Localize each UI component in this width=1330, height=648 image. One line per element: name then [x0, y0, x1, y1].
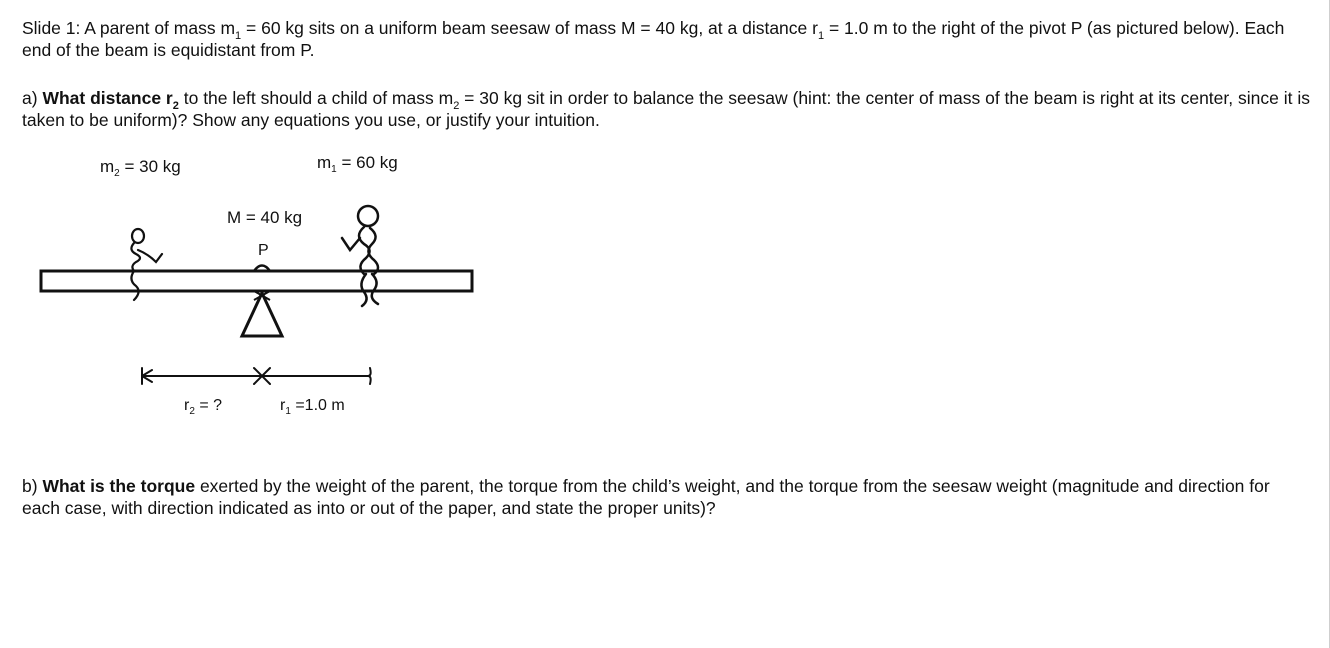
fulcrum-triangle: [242, 293, 282, 336]
parent-mass-label: $m_1 = 60$ kg: [317, 153, 398, 175]
beam-mass-label: M = 40 kg: [227, 208, 303, 227]
child-mass-label: $m_2 = 30$ kg: [100, 157, 181, 179]
pivot-label: P: [258, 242, 269, 259]
seesaw-diagram: [30, 150, 490, 430]
seesaw-beam: [41, 271, 472, 291]
distance-arrows: [142, 368, 371, 384]
problem-intro: Slide 1: A parent of mass $m_1 = 60$ kg sits on a uniform beam seesaw of mass M = 40 kg, at a distance $r_1 = 1.0$ m to the right of the pivot P (as pictured below). Each end of the beam is equidistant from P.: [22, 18, 1285, 60]
question-b: b) What is the torque exerted by the weight of the parent, the torque from the child’s weight, and the torque from the seesaw weight (magnitude and direction for each case, with direction indicated as into or out of the paper, and state the proper units)?: [22, 476, 1270, 518]
question-a: a) What distance $r_2$ to the left should a child of mass $m_2 = 30$ kg sit in order to balance the seesaw (hint: the center of mass of the beam is right at its center, since it is taken to be uniform)? Show any equations you use, or justify your intuition.: [22, 88, 1310, 130]
r1-label: $r_1 =1.0$ m: [280, 397, 345, 417]
r2-label: $r_2$ = ?: [184, 397, 223, 417]
seesaw-drawing: [30, 150, 490, 430]
